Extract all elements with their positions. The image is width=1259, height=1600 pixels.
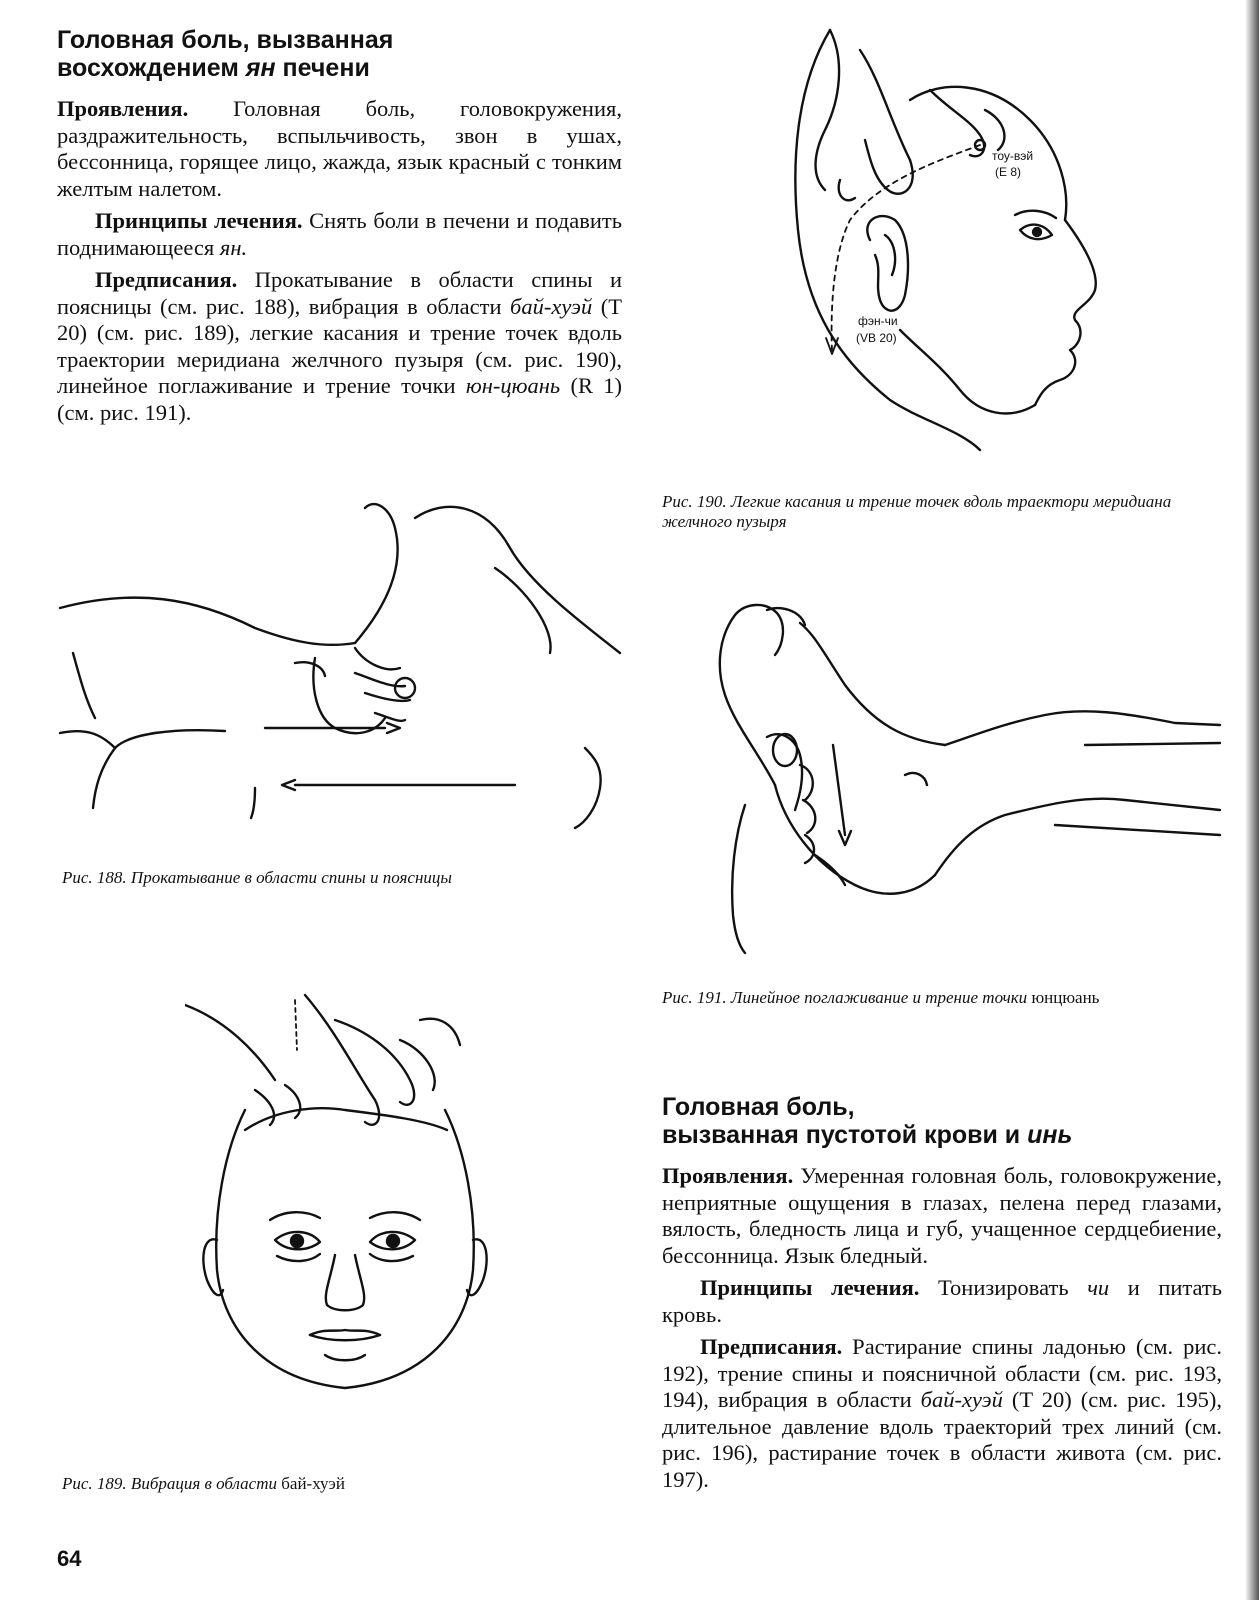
section-1-principles: Принципы лечения. Снять боли в печени и подавить поднимающееся ян. xyxy=(57,208,622,260)
fig190-label-a1: тоу-вэй xyxy=(992,149,1034,163)
page-number: 64 xyxy=(57,1546,82,1571)
section-1-prescriptions: Предписания. Прокатывание в области спины и поясницы (см. рис. 188), вибрация в области бай-хуэй (T 20) (см. рис. 189), легкие касания и трение точек вдоль траектории меридиана желчного пузыря (см. рис. 190), линейное поглаживание и трение точки юн-цюань (R 1) (см. рис. 191). xyxy=(57,267,622,425)
page-edge-shadow xyxy=(1245,0,1259,1600)
section-2-prescriptions: Предписания. Растирание спины ладонью (см. рис. 192), трение спины и поясничной области (см. рис. 193, 194), вибрация в области бай-хуэй (T 20) (см. рис. 195), длительное давление вдоль траекторий трех линий (см. рис. 196), растирание точек в области живота (см. рис. 197). xyxy=(662,1334,1222,1492)
section-2-manifestations: Проявления. Умеренная головная боль, головокружение, неприятные ощущения в глазах, пелена перед глазами, вялость, бледность лица и губ, учащенное сердцебиение, бессонница. Язык бледный. xyxy=(662,1163,1222,1268)
section-2-heading: Головная боль, вызванная пустотой крови и инь xyxy=(662,1093,1073,1149)
figure-191 xyxy=(705,595,1225,955)
figure-188 xyxy=(55,488,625,833)
fig190-label-a2: (E 8) xyxy=(995,165,1022,179)
figure-189 xyxy=(185,990,505,1420)
fig190-label-b1: фэн-чи xyxy=(858,314,898,328)
caption-fig188: Рис. 188. Прокатывание в области спины и поясницы xyxy=(62,868,452,887)
section-2-principles: Принципы лечения. Тонизировать чи и питать кровь. xyxy=(662,1275,1223,1327)
section-1 xyxy=(57,26,622,426)
caption-fig191: Рис. 191. Линейное поглаживание и трение точки юнцюань xyxy=(662,988,1100,1007)
caption-fig190: Рис. 190. Легкие касания и трение точек вдоль траектори меридиана желчного пузыря xyxy=(662,492,1172,531)
section-1-manifestations: Проявления. Головная боль, головокружения, раздражительность, вспыльчивость, звон в ушах, бессонница, горящее лицо, жажда, язык красный с тонким желтым налетом. xyxy=(57,96,622,201)
section-2 xyxy=(662,1093,1222,1493)
section-1-heading: Головная боль, вызванная восхождением ян печени xyxy=(57,26,394,82)
fig190-label-b2: (VB 20) xyxy=(856,331,897,345)
caption-fig189: Рис. 189. Вибрация в области бай-хуэй xyxy=(62,1474,345,1493)
figure-190 xyxy=(770,20,1120,460)
